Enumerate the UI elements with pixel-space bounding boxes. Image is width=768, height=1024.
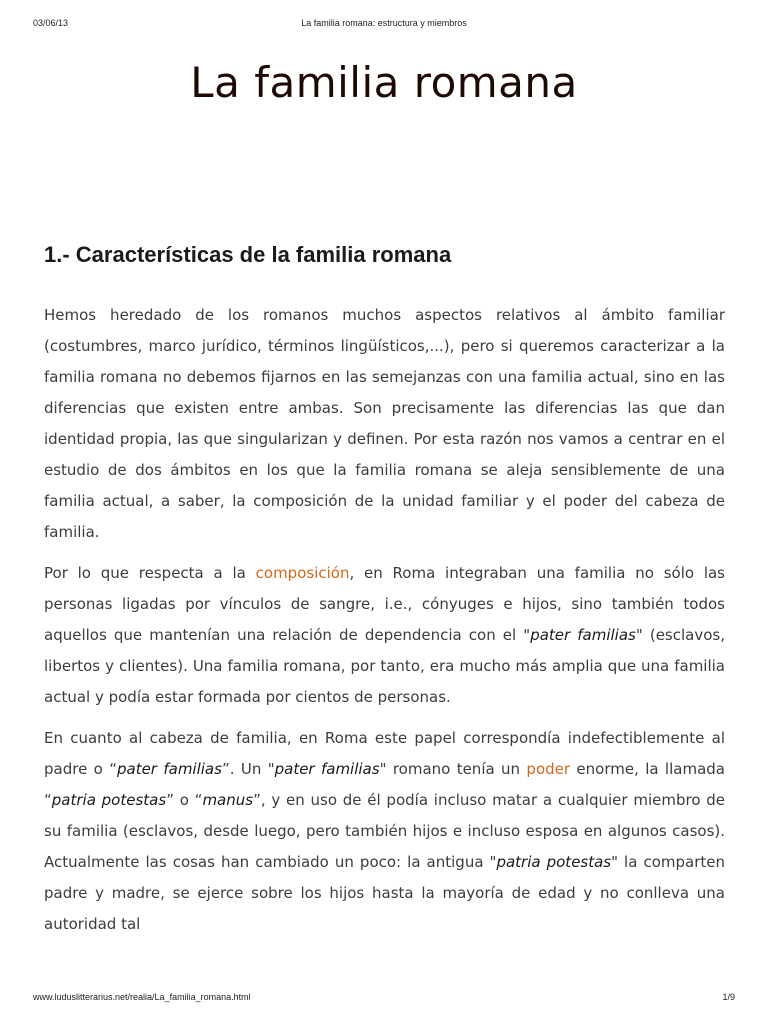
emphasis-pater-familias: pater familias bbox=[116, 760, 222, 778]
print-date: 03/06/13 bbox=[33, 18, 69, 28]
print-header bbox=[33, 18, 735, 32]
emphasis-manus: manus bbox=[202, 791, 254, 809]
emphasis-patria-potestas: patria potestas bbox=[51, 791, 167, 809]
text-run: enorme, la llamada “ bbox=[44, 760, 725, 809]
section-heading: 1.- Características de la familia romana bbox=[44, 242, 452, 267]
text-run: Por lo que respecta a la bbox=[44, 564, 256, 582]
text-run: ”. Un " bbox=[221, 760, 275, 778]
page-number: 1/9 bbox=[722, 992, 735, 1002]
text-run: ”, y en uso de él podía incluso matar a cualquier miembro de su familia (esclavos, desde luego, pero también hijos e incluso esposa en algunos casos). Actualmente las cosas han cambiado un poco: la antigua " bbox=[44, 791, 726, 871]
composicion-link[interactable]: composición bbox=[255, 564, 350, 582]
page-title: La familia romana bbox=[190, 58, 578, 107]
paragraph-composicion bbox=[44, 558, 725, 713]
print-document-title: La familia romana: estructura y miembros bbox=[301, 18, 467, 28]
text-run: " romano tenía un bbox=[379, 760, 527, 778]
paragraph-poder bbox=[44, 723, 725, 940]
emphasis-pater-familias: pater familias bbox=[530, 626, 636, 644]
emphasis-pater-familias: pater familias bbox=[274, 760, 380, 778]
poder-link[interactable]: poder bbox=[526, 760, 571, 778]
text-run: " la comparten padre y madre, se ejerce sobre los hijos hasta la mayoría de edad y no conlleva una autoridad tal bbox=[44, 853, 725, 933]
print-footer bbox=[33, 992, 735, 1004]
article-body bbox=[44, 300, 725, 950]
text-run: , en Roma integraban una familia no sólo las personas ligadas por vínculos de sangre, i.e., cónyuges e hijos, sino también todos aquellos que mantenían una relación de dependencia con el " bbox=[44, 564, 725, 644]
paragraph-intro: Hemos heredado de los romanos muchos aspectos relativos al ámbito familiar (costumbres, marco jurídico, términos lingüísticos,...), pero si queremos caracterizar a la familia romana no debemos fijarnos en las semejanzas con una familia actual, sino en las diferencias que existen entre ambas. Son precisamente las diferencias las que dan identidad propia, las que singularizan y definen. Por esta razón nos vamos a centrar en el estudio de dos ámbitos en los que la familia romana se aleja sensiblemente de una familia actual, a saber, la composición de la unidad familiar y el poder del cabeza de familia. bbox=[44, 306, 725, 541]
text-run: ” o “ bbox=[166, 791, 203, 809]
emphasis-patria-potestas: patria potestas bbox=[496, 853, 612, 871]
page-url: www.luduslitterarius.net/realia/La_familia_romana.html bbox=[33, 992, 251, 1002]
text-run: En cuanto al cabeza de familia, en Roma este papel correspondía indefectiblemente al padre o “ bbox=[44, 729, 725, 778]
text-run: " (esclavos, libertos y clientes). Una familia romana, por tanto, era mucho más amplia que una familia actual y podía estar formada por cientos de personas. bbox=[44, 626, 725, 706]
